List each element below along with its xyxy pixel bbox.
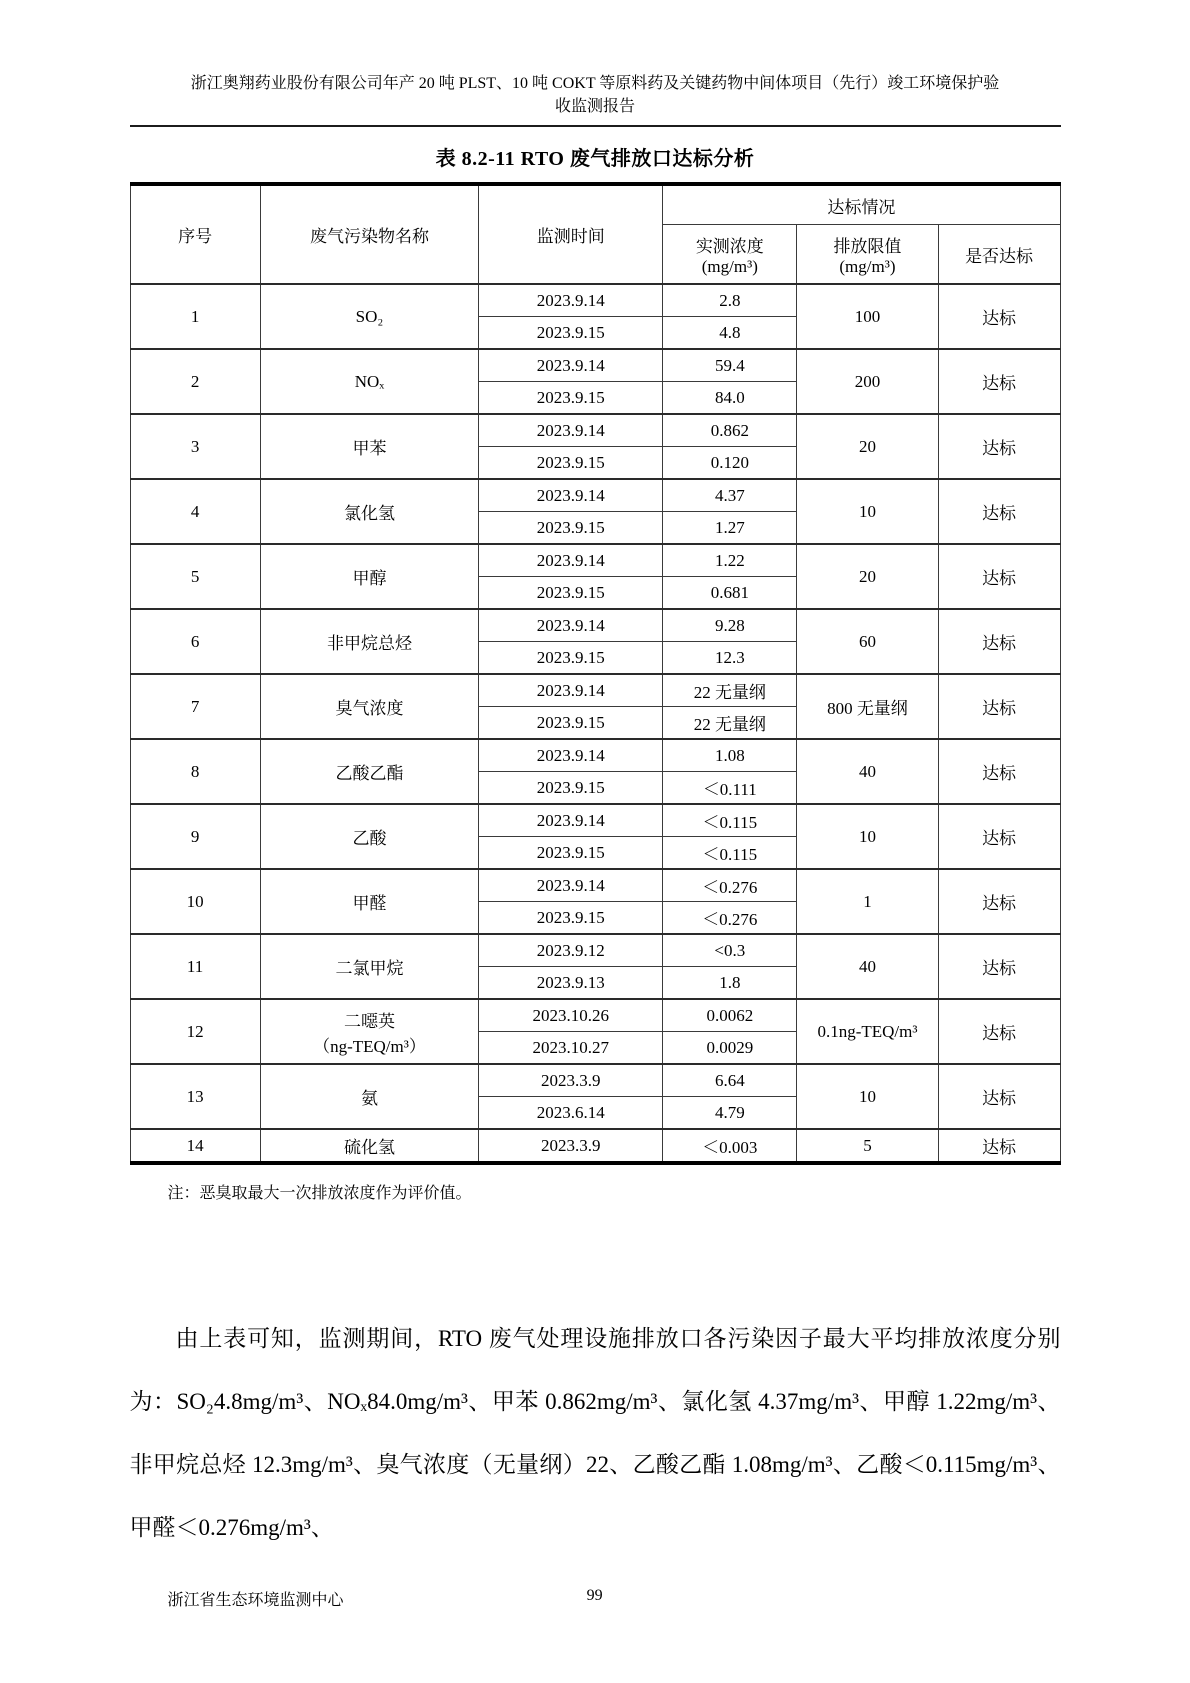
- col-header-limit-unit: (mg/m³): [839, 256, 896, 276]
- table-row: [130, 479, 1060, 512]
- cell-compliant: 达标: [938, 739, 1060, 804]
- table-row: [130, 934, 1060, 967]
- cell-measured: ＜0.276: [663, 902, 797, 935]
- cell-measured: <0.3: [663, 934, 797, 967]
- cell-limit: 800 无量纲: [797, 674, 938, 739]
- cell-date: 2023.3.9: [479, 1064, 663, 1097]
- col-header-limit: [797, 225, 938, 285]
- cell-pollutant: 氯化氢: [260, 479, 479, 544]
- cell-pollutant: 二噁英 （ng-TEQ/m³）: [260, 999, 479, 1064]
- cell-measured: 1.8: [663, 967, 797, 1000]
- compliance-table: [130, 182, 1061, 1165]
- cell-measured: 22 无量纲: [663, 674, 797, 707]
- cell-limit: 20: [797, 414, 938, 479]
- cell-limit: 10: [797, 1064, 938, 1129]
- col-header-no: 序号: [130, 184, 260, 284]
- cell-date: 2023.9.14: [479, 804, 663, 837]
- table-row: [130, 1129, 1060, 1163]
- cell-measured: 4.8: [663, 317, 797, 350]
- cell-compliant: 达标: [938, 1064, 1060, 1129]
- cell-date: 2023.9.15: [479, 837, 663, 870]
- cell-no: 4: [130, 479, 260, 544]
- cell-measured: 0.0062: [663, 999, 797, 1032]
- cell-measured: 12.3: [663, 642, 797, 675]
- cell-no: 3: [130, 414, 260, 479]
- cell-date: 2023.9.14: [479, 674, 663, 707]
- cell-compliant: 达标: [938, 869, 1060, 934]
- cell-limit: 20: [797, 544, 938, 609]
- cell-date: 2023.9.14: [479, 609, 663, 642]
- cell-limit: 10: [797, 479, 938, 544]
- cell-compliant: 达标: [938, 544, 1060, 609]
- cell-pollutant: 甲苯: [260, 414, 479, 479]
- cell-date: 2023.9.14: [479, 479, 663, 512]
- page-content: [130, 0, 1061, 1609]
- footer-page-number: 99: [586, 1587, 603, 1604]
- cell-limit: 40: [797, 739, 938, 804]
- cell-limit: 100: [797, 284, 938, 349]
- cell-measured: 0.120: [663, 447, 797, 480]
- cell-date: 2023.3.9: [479, 1129, 663, 1163]
- cell-date: 2023.9.14: [479, 544, 663, 577]
- cell-date: 2023.6.14: [479, 1097, 663, 1130]
- cell-measured: 6.64: [663, 1064, 797, 1097]
- cell-limit: 60: [797, 609, 938, 674]
- cell-date: 2023.9.14: [479, 869, 663, 902]
- cell-measured: ＜0.111: [663, 772, 797, 805]
- cell-compliant: 达标: [938, 609, 1060, 674]
- cell-date: 2023.9.15: [479, 317, 663, 350]
- cell-no: 13: [130, 1064, 260, 1129]
- cell-pollutant: 非甲烷总烃: [260, 609, 479, 674]
- cell-no: 8: [130, 739, 260, 804]
- cell-measured: 0.862: [663, 414, 797, 447]
- table-row: [130, 999, 1060, 1032]
- cell-measured: ＜0.115: [663, 837, 797, 870]
- cell-no: 11: [130, 934, 260, 999]
- cell-no: 9: [130, 804, 260, 869]
- cell-pollutant: 甲醛: [260, 869, 479, 934]
- cell-compliant: 达标: [938, 674, 1060, 739]
- table-row: [130, 414, 1060, 447]
- cell-date: 2023.9.15: [479, 577, 663, 610]
- cell-measured: 1.22: [663, 544, 797, 577]
- cell-compliant: 达标: [938, 999, 1060, 1064]
- cell-date: 2023.9.15: [479, 642, 663, 675]
- cell-limit: 10: [797, 804, 938, 869]
- cell-measured: 4.37: [663, 479, 797, 512]
- col-header-limit-label: 排放限值: [833, 236, 902, 256]
- cell-compliant: 达标: [938, 804, 1060, 869]
- cell-limit: 0.1ng-TEQ/m³: [797, 999, 938, 1064]
- cell-pollutant: 乙酸: [260, 804, 479, 869]
- cell-date: 2023.10.27: [479, 1032, 663, 1065]
- cell-pollutant: SO₂: [260, 284, 479, 349]
- cell-no: 5: [130, 544, 260, 609]
- cell-compliant: 达标: [938, 349, 1060, 414]
- cell-date: 2023.9.14: [479, 284, 663, 317]
- col-header-measured-unit: (mg/m³): [701, 256, 758, 276]
- table-row: [130, 869, 1060, 902]
- table-header-row-1: [130, 184, 1060, 225]
- cell-measured: 0.0029: [663, 1032, 797, 1065]
- cell-measured: 1.27: [663, 512, 797, 545]
- col-header-compliance-group: 达标情况: [663, 184, 1060, 225]
- cell-compliant: 达标: [938, 414, 1060, 479]
- table-title: 表 8.2-11 RTO 废气排放口达标分析: [435, 148, 755, 170]
- cell-date: 2023.10.26: [479, 999, 663, 1032]
- cell-date: 2023.9.15: [479, 382, 663, 415]
- cell-pollutant: 氨: [260, 1064, 479, 1129]
- cell-limit: 40: [797, 934, 938, 999]
- col-header-measured: [663, 225, 797, 285]
- cell-measured: 4.79: [663, 1097, 797, 1130]
- table-note: 注：恶臭取最大一次排放浓度作为评价值。: [167, 1185, 472, 1202]
- cell-limit: 200: [797, 349, 938, 414]
- cell-pollutant: 二氯甲烷: [260, 934, 479, 999]
- col-header-measured-label: 实测浓度: [695, 236, 764, 256]
- cell-pollutant: 乙酸乙酯: [260, 739, 479, 804]
- cell-date: 2023.9.14: [479, 349, 663, 382]
- table-row: [130, 544, 1060, 577]
- cell-compliant: 达标: [938, 479, 1060, 544]
- cell-date: 2023.9.15: [479, 707, 663, 740]
- cell-no: 7: [130, 674, 260, 739]
- cell-measured: 2.8: [663, 284, 797, 317]
- cell-no: 1: [130, 284, 260, 349]
- cell-no: 2: [130, 349, 260, 414]
- table-row: [130, 674, 1060, 707]
- cell-date: 2023.9.12: [479, 934, 663, 967]
- cell-date: 2023.9.14: [479, 414, 663, 447]
- cell-compliant: 达标: [938, 1129, 1060, 1163]
- cell-measured: 84.0: [663, 382, 797, 415]
- table-body: [130, 284, 1060, 1163]
- table-row: [130, 609, 1060, 642]
- cell-measured: 59.4: [663, 349, 797, 382]
- cell-limit: 5: [797, 1129, 938, 1163]
- cell-date: 2023.9.14: [479, 739, 663, 772]
- cell-pollutant: 甲醇: [260, 544, 479, 609]
- table-row: [130, 739, 1060, 772]
- table-row: [130, 349, 1060, 382]
- report-header-line1: 浙江奥翔药业股份有限公司年产 20 吨 PLST、10 吨 COKT 等原料药及关键药物中间体项目（先行）竣工环境保护验: [190, 75, 1000, 92]
- cell-measured: ＜0.115: [663, 804, 797, 837]
- table-row: [130, 804, 1060, 837]
- page-footer: [130, 1587, 1061, 1609]
- summary-paragraph: 由上表可知，监测期间，RTO 废气处理设施排放口各污染因子最大平均排放浓度分别为：SO₂4.8mg/m³、NOₓ84.0mg/m³、甲苯 0.862mg/m³、氯化氢 4.37mg/m³、甲醇 1.22mg/m³、非甲烷总烃 12.3mg/m³、臭气浓度（无量纲）22、乙酸乙酯 1.08mg/m³、乙酸＜0.115mg/m³、甲醛＜0.276mg/m³、: [129, 1326, 1061, 1540]
- cell-pollutant: 硫化氢: [260, 1129, 479, 1163]
- cell-date: 2023.9.15: [479, 512, 663, 545]
- cell-no: 6: [130, 609, 260, 674]
- cell-date: 2023.9.15: [479, 772, 663, 805]
- report-header-line2: 收监测报告: [554, 98, 635, 115]
- cell-measured: ＜0.003: [663, 1129, 797, 1163]
- cell-measured: ＜0.276: [663, 869, 797, 902]
- cell-date: 2023.9.15: [479, 447, 663, 480]
- cell-measured: 0.681: [663, 577, 797, 610]
- report-header: [130, 72, 1061, 127]
- cell-measured: 1.08: [663, 739, 797, 772]
- cell-pollutant: 臭气浓度: [260, 674, 479, 739]
- footer-organization: 浙江省生态环境监测中心: [167, 1592, 344, 1609]
- table-row: [130, 1064, 1060, 1097]
- cell-no: 14: [130, 1129, 260, 1163]
- cell-no: 10: [130, 869, 260, 934]
- col-header-compliant: 是否达标: [938, 225, 1060, 285]
- cell-compliant: 达标: [938, 934, 1060, 999]
- cell-no: 12: [130, 999, 260, 1064]
- col-header-time: 监测时间: [479, 184, 663, 284]
- cell-date: 2023.9.15: [479, 902, 663, 935]
- cell-measured: 22 无量纲: [663, 707, 797, 740]
- cell-limit: 1: [797, 869, 938, 934]
- cell-compliant: 达标: [938, 284, 1060, 349]
- col-header-pollutant: 废气污染物名称: [260, 184, 479, 284]
- cell-date: 2023.9.13: [479, 967, 663, 1000]
- table-row: [130, 284, 1060, 317]
- cell-measured: 9.28: [663, 609, 797, 642]
- cell-pollutant: NOₓ: [260, 349, 479, 414]
